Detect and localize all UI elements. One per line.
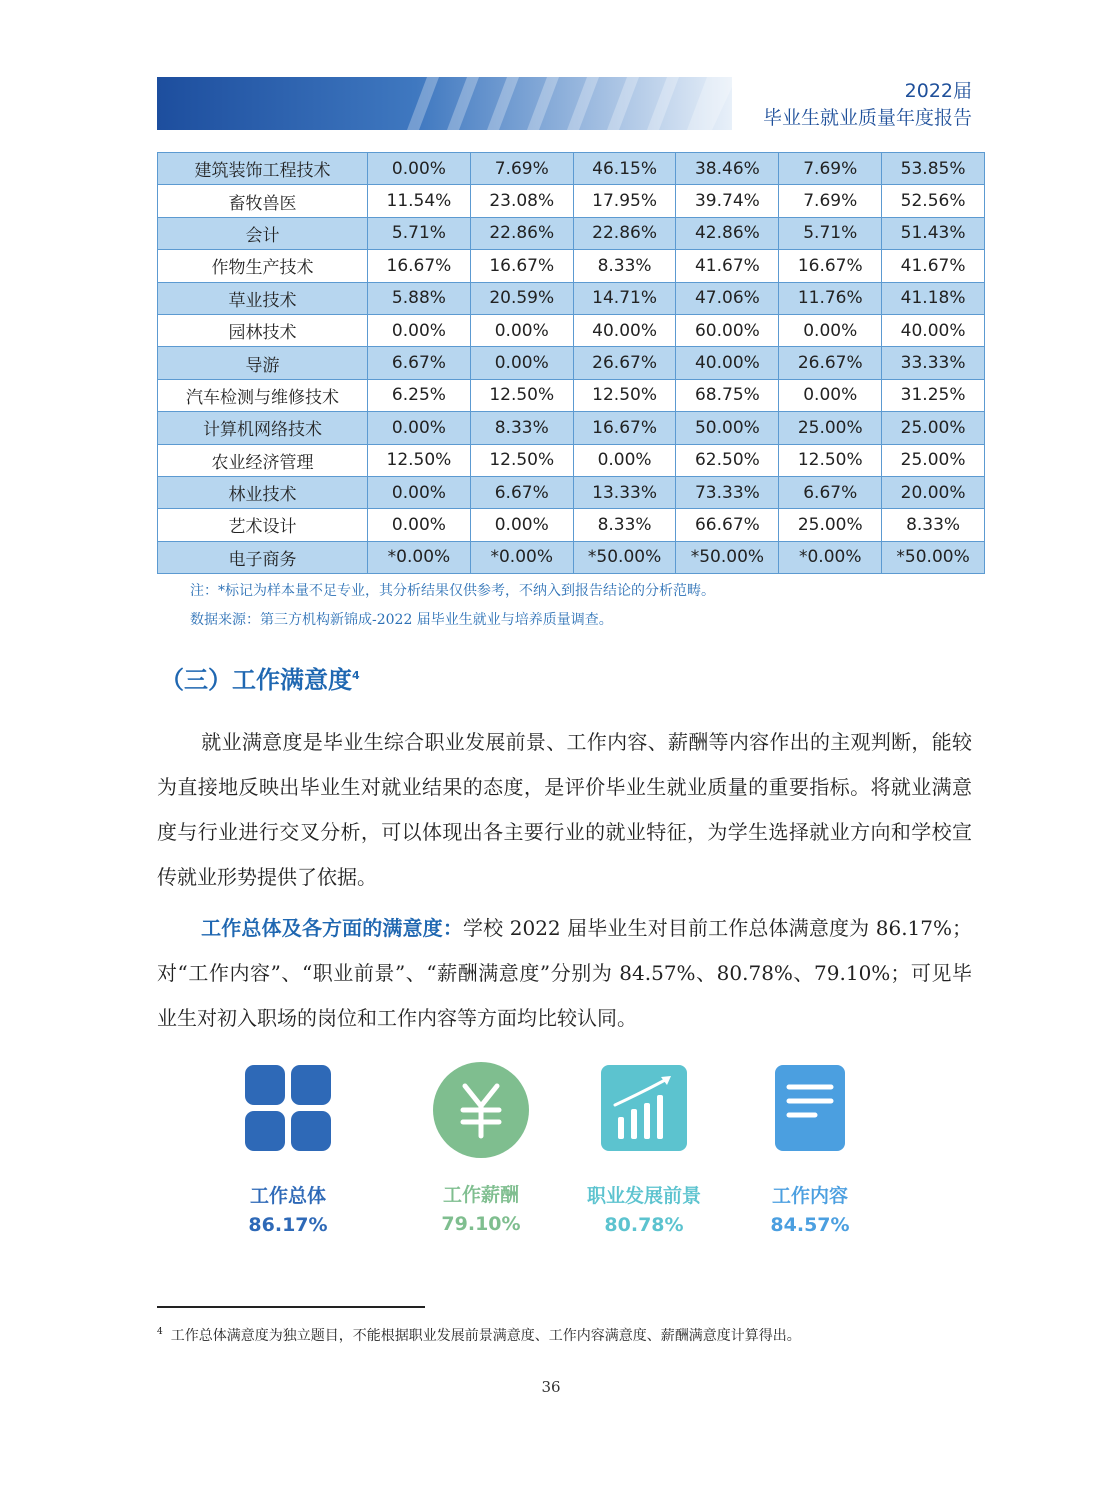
footnote bbox=[157, 1325, 801, 1345]
header-banner bbox=[157, 77, 732, 130]
table-cell: 38.46% bbox=[676, 153, 779, 185]
table-cell: 25.00% bbox=[882, 444, 985, 476]
table-cell: *0.00% bbox=[470, 541, 573, 573]
table-cell: 0.00% bbox=[470, 509, 573, 541]
table-cell: 草业技术 bbox=[158, 282, 368, 314]
table-cell: 16.67% bbox=[779, 250, 882, 282]
header-report-title: 毕业生就业质量年度报告 bbox=[762, 107, 972, 129]
table-cell: 40.00% bbox=[676, 347, 779, 379]
table-cell: 艺术设计 bbox=[158, 509, 368, 541]
table-row bbox=[158, 509, 985, 541]
career-prospect-item bbox=[554, 1065, 734, 1236]
grid-icon bbox=[245, 1065, 331, 1151]
table-cell: 12.50% bbox=[779, 444, 882, 476]
table-cell: 园林技术 bbox=[158, 314, 368, 346]
table-row bbox=[158, 153, 985, 185]
table-cell: 17.95% bbox=[573, 185, 676, 217]
content-label: 工作内容 bbox=[771, 1185, 848, 1207]
table-cell: 22.86% bbox=[470, 217, 573, 249]
table-cell: 51.43% bbox=[882, 217, 985, 249]
salary-satisfaction-item bbox=[391, 1062, 571, 1235]
data-source-note: 数据来源：第三方机构新锦成-2022 届毕业生就业与培养质量调查。 bbox=[190, 612, 613, 628]
table-cell: 0.00% bbox=[368, 412, 471, 444]
table-row bbox=[158, 412, 985, 444]
table-cell: 建筑装饰工程技术 bbox=[158, 153, 368, 185]
table-cell: 7.69% bbox=[470, 153, 573, 185]
table-cell: 畜牧兽医 bbox=[158, 185, 368, 217]
table-cell: *50.00% bbox=[676, 541, 779, 573]
table-cell: 6.67% bbox=[368, 347, 471, 379]
table-cell: 25.00% bbox=[882, 412, 985, 444]
table-cell: 0.00% bbox=[779, 314, 882, 346]
table-cell: 0.00% bbox=[470, 314, 573, 346]
table-cell: 作物生产技术 bbox=[158, 250, 368, 282]
table-cell: 31.25% bbox=[882, 379, 985, 411]
table-cell: 6.67% bbox=[779, 476, 882, 508]
table-cell: 11.76% bbox=[779, 282, 882, 314]
table-cell: 0.00% bbox=[368, 314, 471, 346]
content-value: 84.57% bbox=[770, 1214, 850, 1236]
table-cell: 0.00% bbox=[573, 444, 676, 476]
table-cell: 0.00% bbox=[368, 476, 471, 508]
table-row bbox=[158, 314, 985, 346]
satisfaction-paragraph bbox=[157, 906, 972, 1041]
table-cell: *50.00% bbox=[882, 541, 985, 573]
table-cell: 23.08% bbox=[470, 185, 573, 217]
table-cell: 会计 bbox=[158, 217, 368, 249]
table-cell: 0.00% bbox=[470, 347, 573, 379]
table-cell: 41.67% bbox=[676, 250, 779, 282]
table-cell: 5.88% bbox=[368, 282, 471, 314]
section-title bbox=[160, 660, 360, 695]
table-cell: 22.86% bbox=[573, 217, 676, 249]
table-cell: 14.71% bbox=[573, 282, 676, 314]
table-cell: 0.00% bbox=[368, 153, 471, 185]
table-cell: 16.67% bbox=[470, 250, 573, 282]
table-cell: 41.67% bbox=[882, 250, 985, 282]
table-cell: 42.86% bbox=[676, 217, 779, 249]
footnote-marker: 4 bbox=[157, 1327, 163, 1338]
table-row bbox=[158, 444, 985, 476]
table-row bbox=[158, 541, 985, 573]
table-cell: 13.33% bbox=[573, 476, 676, 508]
satisfaction-table bbox=[157, 152, 985, 574]
table-cell: 7.69% bbox=[779, 185, 882, 217]
table-cell: 6.67% bbox=[470, 476, 573, 508]
table-cell: 汽车检测与维修技术 bbox=[158, 379, 368, 411]
satisfaction-body: 学校 2022 届毕业生对目前工作总体满意度为 86.17%；对“工作内容”、“职业前景”、“薪酬满意度”分别为 84.57%、80.78%、79.10%；可见毕业生对初入职场的岗位和工作内容等方面均比较认同。 bbox=[157, 916, 973, 1030]
table-cell: 12.50% bbox=[470, 379, 573, 411]
table-cell: 12.50% bbox=[470, 444, 573, 476]
header-year: 2022届 bbox=[904, 80, 972, 102]
table-cell: 导游 bbox=[158, 347, 368, 379]
table-cell: 12.50% bbox=[368, 444, 471, 476]
table-cell: 12.50% bbox=[573, 379, 676, 411]
yen-icon bbox=[433, 1062, 529, 1158]
table-cell: 0.00% bbox=[779, 379, 882, 411]
table-cell: 20.00% bbox=[882, 476, 985, 508]
career-label: 职业发展前景 bbox=[586, 1185, 701, 1207]
table-cell: 7.69% bbox=[779, 153, 882, 185]
table-cell: 47.06% bbox=[676, 282, 779, 314]
table-row bbox=[158, 282, 985, 314]
table-cell: 66.67% bbox=[676, 509, 779, 541]
table-cell: 68.75% bbox=[676, 379, 779, 411]
table-cell: 39.74% bbox=[676, 185, 779, 217]
table-cell: 52.56% bbox=[882, 185, 985, 217]
table-cell: 8.33% bbox=[470, 412, 573, 444]
table-cell: 8.33% bbox=[573, 250, 676, 282]
table-row bbox=[158, 185, 985, 217]
table-cell: 5.71% bbox=[779, 217, 882, 249]
table-cell: 40.00% bbox=[882, 314, 985, 346]
header-title bbox=[763, 78, 972, 132]
page-number: 36 bbox=[541, 1378, 561, 1396]
table-cell: 25.00% bbox=[779, 509, 882, 541]
satisfaction-lead: 工作总体及各方面的满意度： bbox=[201, 916, 463, 940]
table-cell: 26.67% bbox=[779, 347, 882, 379]
job-content-item bbox=[720, 1065, 900, 1236]
table-cell: 53.85% bbox=[882, 153, 985, 185]
overall-label: 工作总体 bbox=[249, 1185, 326, 1207]
table-cell: 26.67% bbox=[573, 347, 676, 379]
table-row bbox=[158, 250, 985, 282]
table-row bbox=[158, 217, 985, 249]
table-cell: 60.00% bbox=[676, 314, 779, 346]
table-cell: 农业经济管理 bbox=[158, 444, 368, 476]
bar-chart-icon bbox=[601, 1065, 687, 1151]
table-cell: 16.67% bbox=[573, 412, 676, 444]
footnote-divider bbox=[157, 1306, 425, 1308]
table-cell: 6.25% bbox=[368, 379, 471, 411]
intro-paragraph-text: 就业满意度是毕业生综合职业发展前景、工作内容、薪酬等内容作出的主观判断，能较为直接地反映出毕业生对就业结果的态度，是评价毕业生就业质量的重要指标。将就业满意度与行业进行交叉分析，可以体现出各主要行业的就业特征，为学生选择就业方向和学校宣传就业形势提供了依据。 bbox=[157, 730, 972, 889]
table-cell: 电子商务 bbox=[158, 541, 368, 573]
table-cell: 林业技术 bbox=[158, 476, 368, 508]
table-row bbox=[158, 347, 985, 379]
table-cell: 33.33% bbox=[882, 347, 985, 379]
table-cell: 40.00% bbox=[573, 314, 676, 346]
table-cell: 41.18% bbox=[882, 282, 985, 314]
table-cell: 20.59% bbox=[470, 282, 573, 314]
document-icon bbox=[775, 1065, 845, 1151]
intro-paragraph bbox=[157, 720, 972, 900]
career-value: 80.78% bbox=[604, 1214, 684, 1236]
table-cell: 0.00% bbox=[368, 509, 471, 541]
salary-value: 79.10% bbox=[441, 1213, 521, 1235]
table-cell: 8.33% bbox=[882, 509, 985, 541]
overall-value: 86.17% bbox=[248, 1214, 328, 1236]
table-cell: 46.15% bbox=[573, 153, 676, 185]
table-note: 注：*标记为样本量不足专业，其分析结果仅供参考，不纳入到报告结论的分析范畴。 bbox=[190, 583, 715, 599]
table-row bbox=[158, 379, 985, 411]
table-cell: *0.00% bbox=[779, 541, 882, 573]
section-title-text: （三）工作满意度 bbox=[160, 666, 352, 694]
table-cell: 16.67% bbox=[368, 250, 471, 282]
table-cell: *50.00% bbox=[573, 541, 676, 573]
table-cell: 25.00% bbox=[779, 412, 882, 444]
table-cell: 50.00% bbox=[676, 412, 779, 444]
salary-label: 工作薪酬 bbox=[442, 1184, 519, 1206]
table-cell: 计算机网络技术 bbox=[158, 412, 368, 444]
table-cell: 73.33% bbox=[676, 476, 779, 508]
footnote-text: 工作总体满意度为独立题目，不能根据职业发展前景满意度、工作内容满意度、薪酬满意度计算得出。 bbox=[170, 1328, 801, 1344]
overall-satisfaction-item bbox=[198, 1065, 378, 1236]
footnote-ref: 4 bbox=[352, 669, 360, 682]
table-cell: *0.00% bbox=[368, 541, 471, 573]
table-row bbox=[158, 476, 985, 508]
table-cell: 8.33% bbox=[573, 509, 676, 541]
table-cell: 11.54% bbox=[368, 185, 471, 217]
table-cell: 5.71% bbox=[368, 217, 471, 249]
table-cell: 62.50% bbox=[676, 444, 779, 476]
